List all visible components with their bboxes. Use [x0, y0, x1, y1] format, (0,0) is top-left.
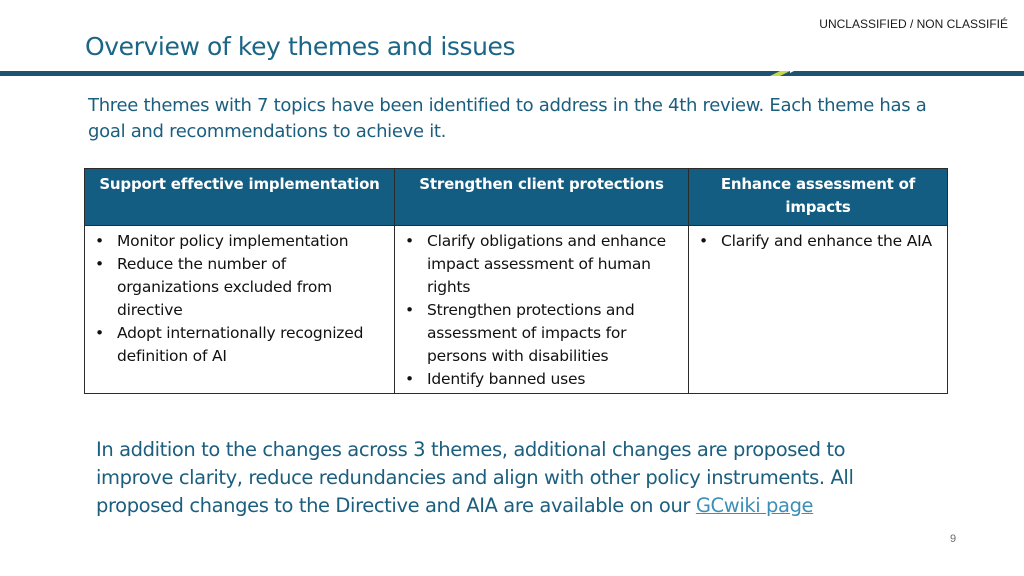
intro-paragraph: Three themes with 7 topics have been identified to address in the 4th review. Each theme has a goal and recommendations to achieve it.: [88, 95, 927, 142]
page-title: Overview of key themes and issues: [85, 32, 516, 61]
topics-cell-assessment: [689, 226, 948, 394]
topic-item: [91, 322, 390, 368]
title-divider-navy: [0, 71, 790, 76]
gcwiki-link[interactable]: GCwiki page: [695, 494, 814, 517]
topic-text: Clarify and enhance the AIA: [721, 232, 932, 250]
topic-item: [695, 230, 943, 253]
themes-header-row: [85, 169, 948, 226]
topics-list: [401, 230, 684, 391]
topics-cell-client-protections: [395, 226, 689, 394]
topic-text: Strengthen protections and assessment of impacts for persons with disabilities: [427, 301, 635, 365]
title-divider-bar: [0, 71, 1024, 76]
topic-item: [401, 230, 684, 299]
topic-text: Monitor policy implementation: [117, 232, 349, 250]
topic-item: [91, 253, 390, 322]
topic-item: [91, 230, 390, 253]
bullet-icon: •: [95, 232, 104, 250]
topics-list: [91, 230, 390, 368]
theme-header-implementation: Support effective implementation: [85, 169, 395, 226]
topic-text: Clarify obligations and enhance impact assessment of human rights: [427, 232, 667, 296]
outro-paragraph: [96, 436, 896, 520]
bullet-icon: •: [95, 324, 104, 342]
classification-label: UNCLASSIFIED / NON CLASSIFIÉ: [819, 17, 1008, 31]
bullet-icon: •: [699, 232, 708, 250]
topic-text: Identify banned uses: [427, 370, 586, 388]
topic-text: Reduce the number of organizations excluded from directive: [117, 255, 333, 319]
themes-topics-row: [85, 226, 948, 394]
title-divider-navy-tail: [784, 71, 1024, 76]
bullet-icon: •: [405, 370, 414, 388]
theme-header-client-protections: Strengthen client protections: [395, 169, 689, 226]
bullet-icon: •: [405, 301, 414, 319]
bullet-icon: •: [405, 232, 414, 250]
topic-text: Adopt internationally recognized definition of AI: [117, 324, 364, 365]
topics-cell-implementation: [85, 226, 395, 394]
page-number: 9: [950, 533, 957, 545]
topic-item: [401, 368, 684, 391]
bullet-icon: •: [95, 255, 104, 273]
topic-item: [401, 299, 684, 368]
themes-table: [84, 168, 948, 394]
theme-header-assessment: Enhance assessment of impacts: [689, 169, 948, 226]
topics-list: [695, 230, 943, 253]
outro-text: In addition to the changes across 3 themes, additional changes are proposed to improve clarity, reduce redundancies and align with other policy instruments. All proposed changes to the Directive and AIA are available on our: [96, 438, 854, 517]
